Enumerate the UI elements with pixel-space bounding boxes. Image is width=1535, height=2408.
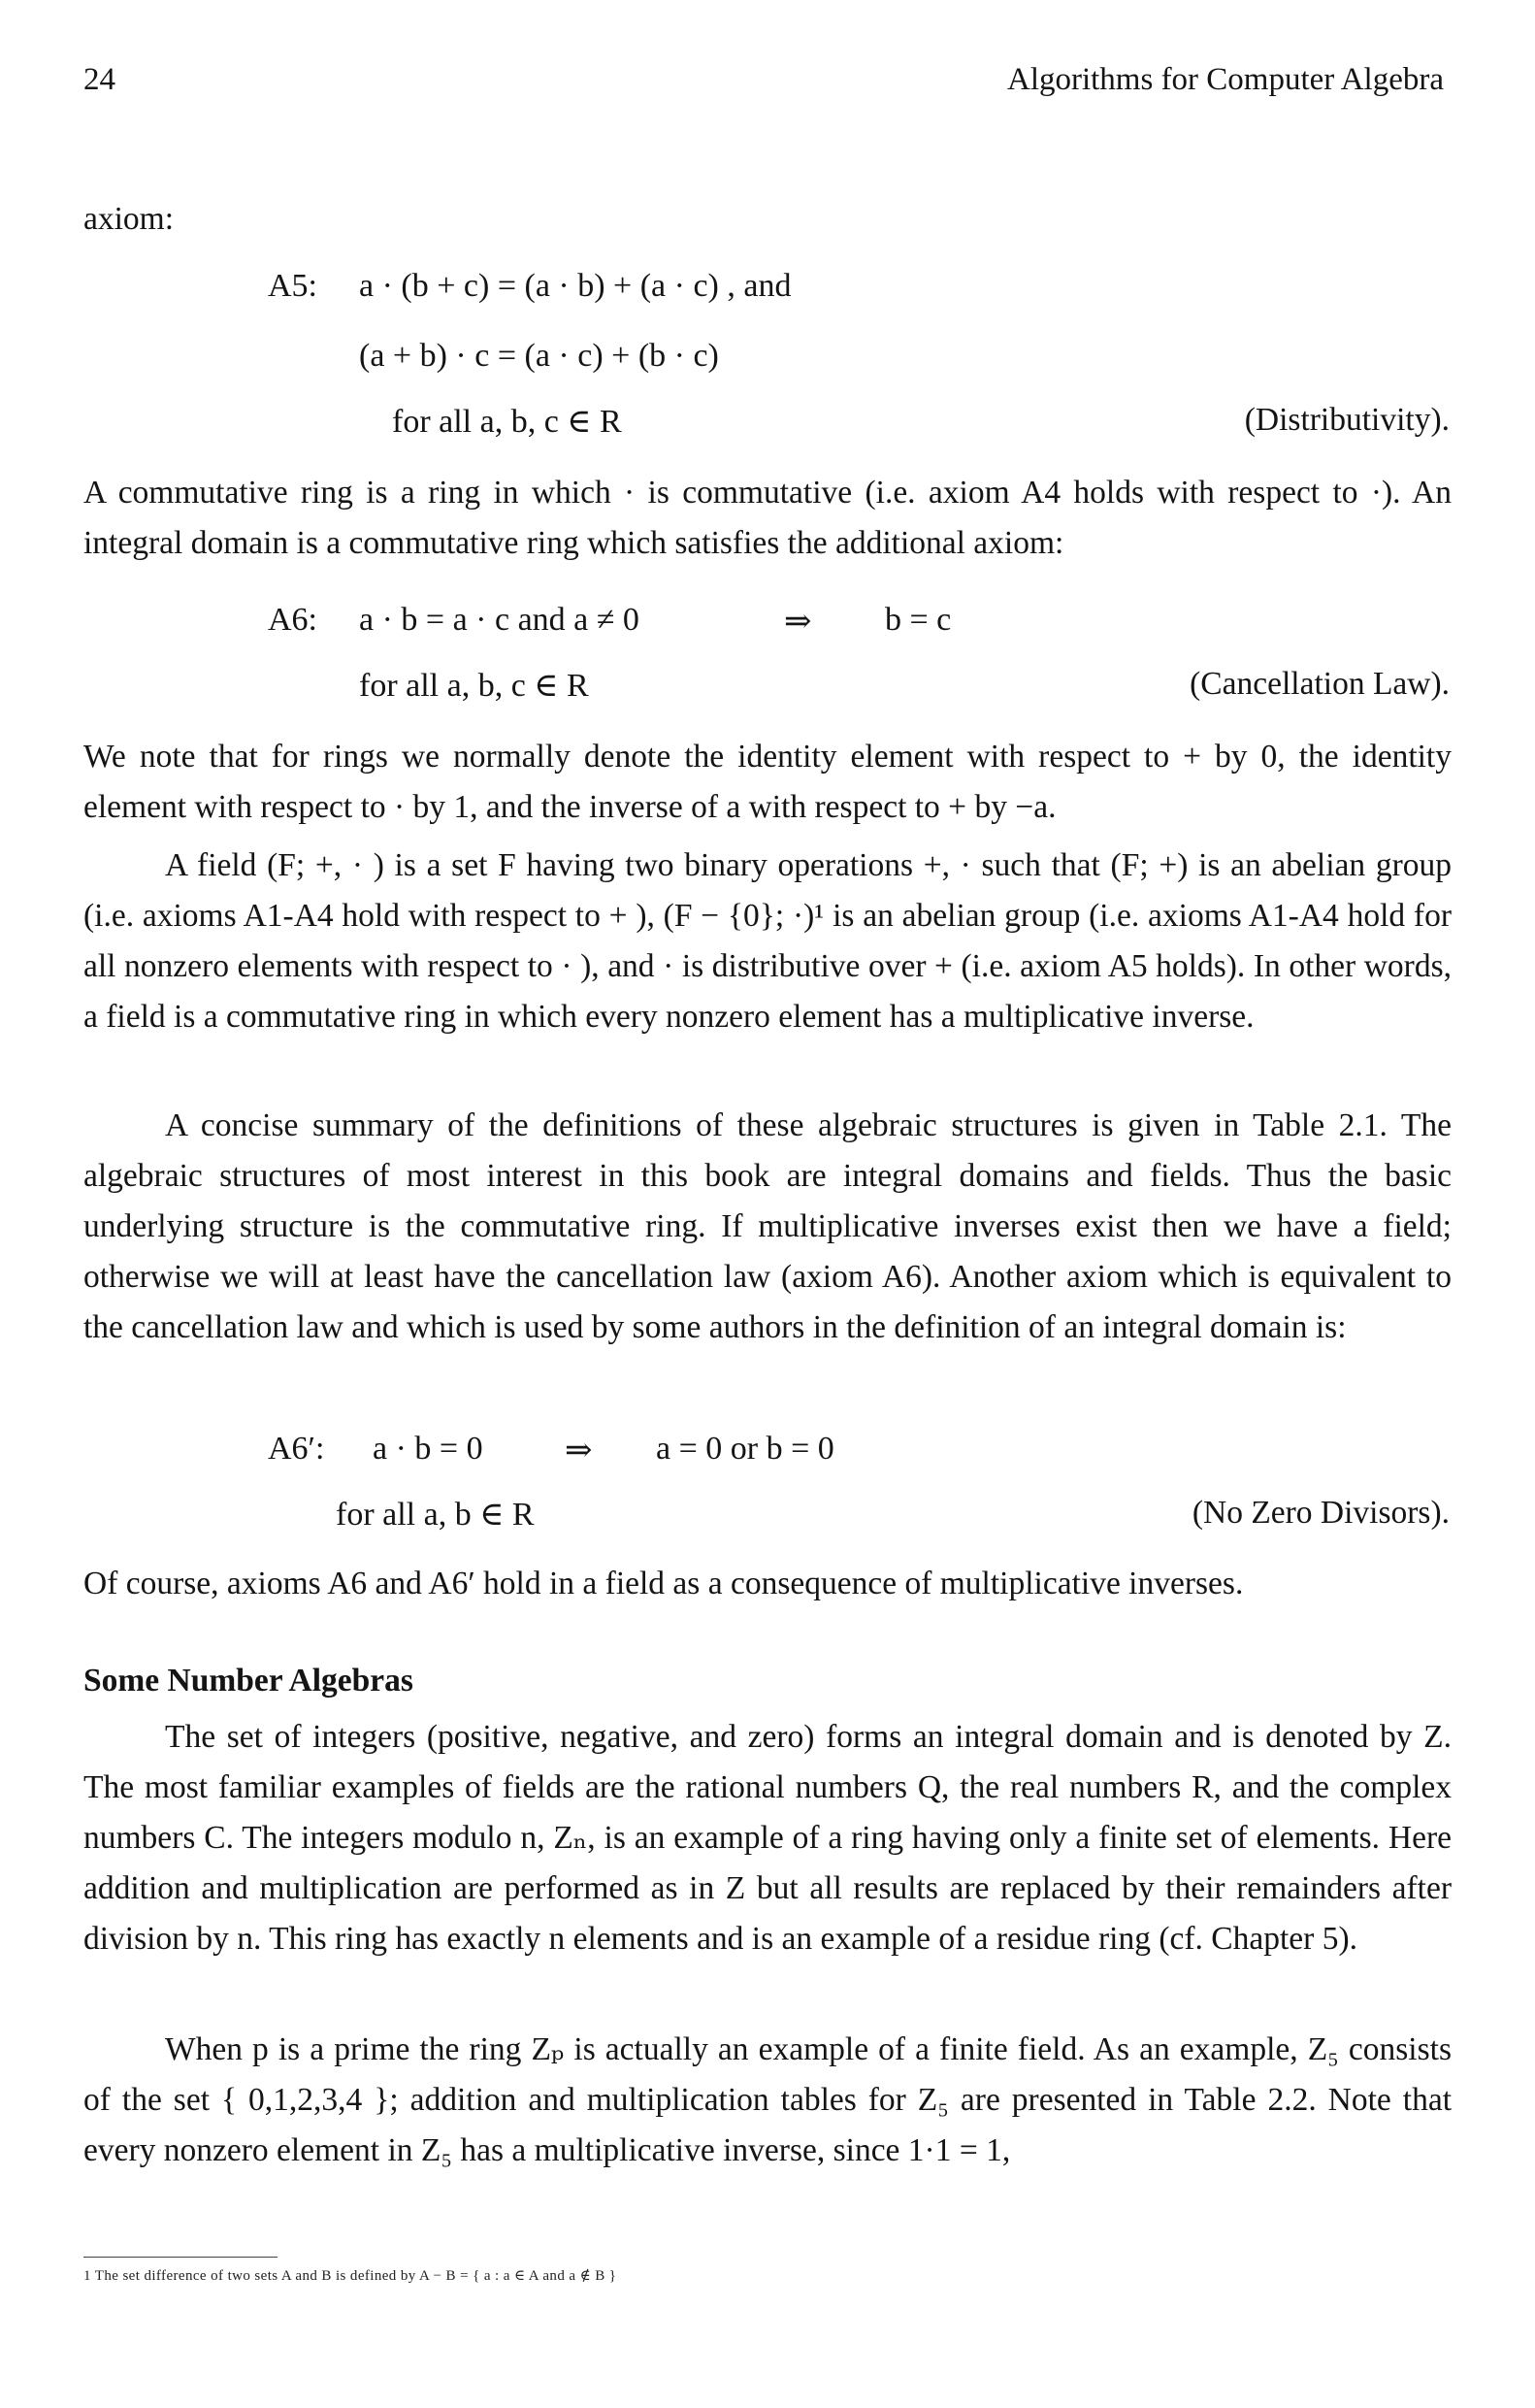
paragraph-identity: We note that for rings we normally denote the identity element with respect to + by 0, the identity element with respect to · by 1, and the inverse of a with respect to + by −a. xyxy=(83,739,1452,825)
axiom-a6-name: (Cancellation Law). xyxy=(1190,666,1450,702)
paragraph-commutative-ring: A commutative ring is a ring in which · is commutative (i.e. axiom A4 holds with respect to ·). An integral domain is a commutative ring which satisfies the additional axiom: xyxy=(83,475,1452,561)
axiom-a6-arrow: ⇒ xyxy=(784,604,812,640)
page-number: 24 xyxy=(83,62,115,97)
axiom-a5-line2: (a + b) · c = (a · c) + (b · c) xyxy=(359,338,719,374)
axiom-a6-result: b = c xyxy=(885,602,952,638)
axiom-a6-prime-quantifier: for all a, b ∈ R xyxy=(336,1497,535,1533)
axiom-a5-label: A5: xyxy=(268,268,317,304)
axiom-a6-prime-result: a = 0 or b = 0 xyxy=(656,1431,834,1467)
paragraph-field: A field (F; +, · ) is a set F having two binary operations +, · such that (F; +) is an abelian group (i.e. axioms A1-A4 hold with respect to + ), (F − {0}; ·)¹ is an abelian group (i.e. axioms A1-A4 hold for all nonzero elements with respect to · ), and · is distributive over + (i.e. axiom A5 holds). In other words, a field is a commutative ring in which every nonzero element has a multiplicative inverse. xyxy=(83,847,1452,1035)
paragraph-summary: A concise summary of the definitions of these algebraic structures is given in Table 2.1. The algebraic structures of most interest in this book are integral domains and fields. Thus the basic underlying structure is the commutative ring. If multiplicative inverses exist then we have a field; otherwise we will at least have the cancellation law (axiom A6). Another axiom which is equivalent to the cancellation law and which is used by some authors in the definition of an integral domain is: xyxy=(83,1107,1452,1345)
section-heading: Some Number Algebras xyxy=(83,1663,413,1699)
intro-text: axiom: xyxy=(83,201,175,237)
axiom-a5-line1: a · (b + c) = (a · b) + (a · c) , and xyxy=(359,268,792,304)
axiom-a5-quantifier: for all a, b, c ∈ R xyxy=(392,404,622,440)
paragraph-consequence: Of course, axioms A6 and A6′ hold in a field as a consequence of multiplicative inverses. xyxy=(83,1566,1244,1601)
footnote: 1 The set difference of two sets A and B is defined by A − B = { a : a ∈ A and a ∉ B } xyxy=(83,2268,617,2284)
axiom-a6-label: A6: xyxy=(268,602,317,638)
axiom-a6-prime-name: (No Zero Divisors). xyxy=(1192,1495,1450,1531)
running-title: Algorithms for Computer Algebra xyxy=(1006,62,1444,97)
paragraph-prime: When p is a prime the ring Zₚ is actually an example of a finite field. As an example, Z₅ consists of the set { 0,1,2,3,4 }; addition and multiplication tables for Z₅ are presented in Table 2.2. Note that every nonzero element in Z₅ has a multiplicative inverse, since 1·1 = 1, xyxy=(83,2031,1452,2168)
paragraph-integers: The set of integers (positive, negative, and zero) forms an integral domain and is denoted by Z. The most familiar examples of fields are the rational numbers Q, the real numbers R, and the complex numbers C. The integers modulo n, Zₙ, is an example of a ring having only a finite set of elements. Here addition and multiplication are performed as in Z but all results are replaced by their remainders after division by n. This ring has exactly n elements and is an example of a residue ring (cf. Chapter 5). xyxy=(83,1719,1452,1957)
footnote-rule xyxy=(83,2257,278,2258)
axiom-a5-name: (Distributivity). xyxy=(1244,402,1450,438)
axiom-a6-prime-arrow: ⇒ xyxy=(565,1433,593,1468)
axiom-a6-formula: a · b = a · c and a ≠ 0 xyxy=(359,602,639,638)
axiom-a6-prime-formula: a · b = 0 xyxy=(373,1431,483,1467)
axiom-a6-quantifier: for all a, b, c ∈ R xyxy=(359,668,589,704)
axiom-a6-prime-label: A6′: xyxy=(268,1431,325,1467)
